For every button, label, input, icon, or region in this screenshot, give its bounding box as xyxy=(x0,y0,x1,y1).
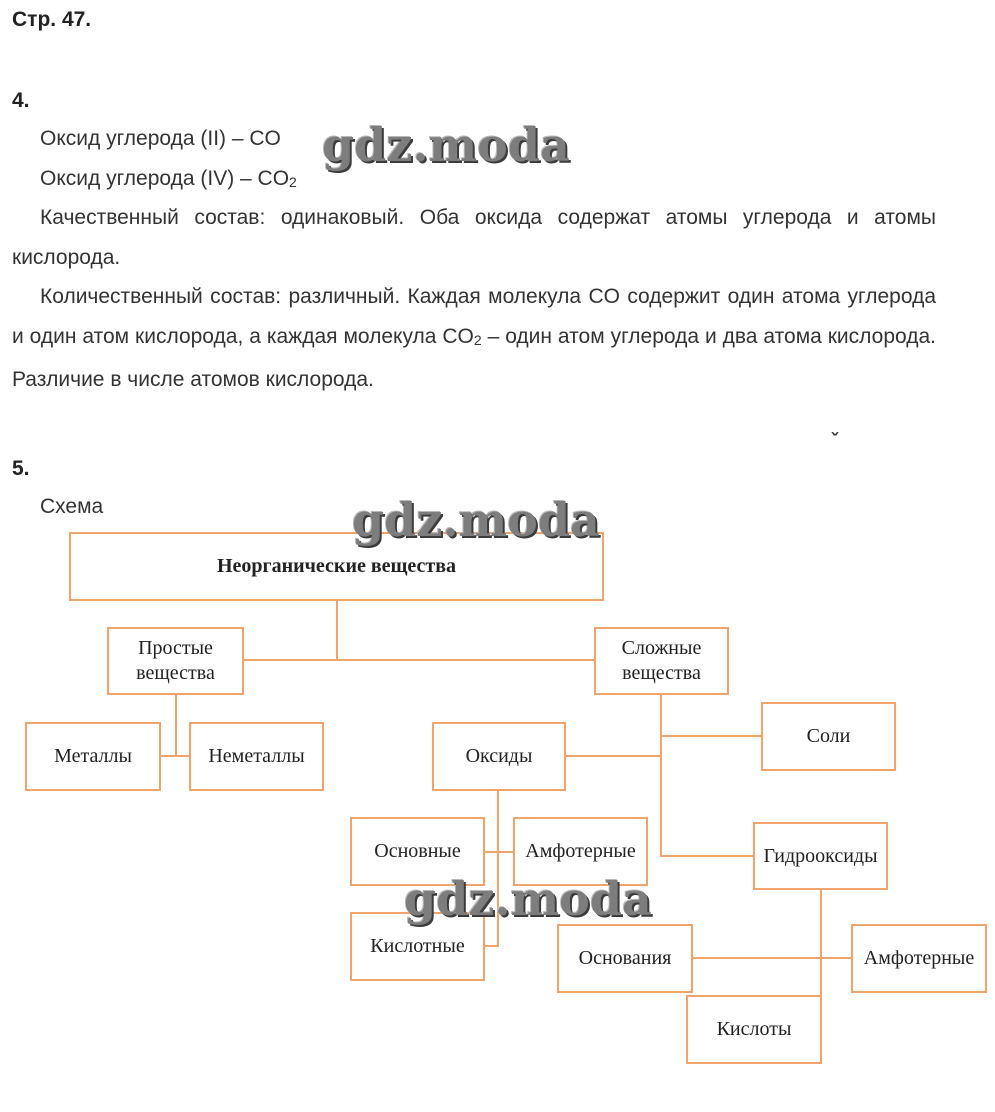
box-bases: Основания xyxy=(557,924,693,993)
task-4-quantitative-subscript: 2 xyxy=(473,332,482,348)
box-amphoteric-oxides: Амфотерные xyxy=(513,817,648,886)
box-basic-oxides: Основные xyxy=(350,817,485,886)
box-simple-substances: Простые вещества xyxy=(107,627,244,695)
wire-main-horizontal xyxy=(243,659,595,661)
wire-to-acidic xyxy=(484,945,499,947)
wire-simple-down xyxy=(175,694,177,757)
box-complex-substances: Сложные вещества xyxy=(594,627,729,695)
box-hydroxides: Гидрооксиды xyxy=(753,822,888,890)
wire-hydroxides-down xyxy=(820,888,822,996)
box-metals: Металлы xyxy=(25,722,161,791)
box-amphoteric-hydroxides: Амфотерные xyxy=(851,924,987,993)
task-4-quantitative-part-b: – один атом углерода и два атома кислорода. Различие в числе атомов кислорода. xyxy=(12,325,936,391)
task-5-label: Схема xyxy=(40,495,104,518)
box-acidic-oxides: Кислотные xyxy=(350,912,485,981)
task-4-line-co2 xyxy=(40,167,297,194)
task-4-quantitative-part-a: Количественный состав: различный. Каждая молекула CO содержит один атома углерода и один атом кислорода, а каждая молекула CO xyxy=(12,285,936,348)
task-4-qualitative-paragraph xyxy=(12,198,936,278)
wire-complex-down xyxy=(660,694,662,857)
wire-bases-amphoteric xyxy=(692,957,853,959)
box-nonmetals: Неметаллы xyxy=(189,722,324,791)
box-salts: Соли xyxy=(761,702,896,771)
wire-to-oxides xyxy=(565,755,661,757)
wire-root-down xyxy=(336,599,338,661)
box-acids: Кислоты xyxy=(686,995,822,1064)
task-4-line-co2-subscript: 2 xyxy=(289,174,297,190)
wire-to-hydroxides xyxy=(660,855,755,857)
watermark-3: gdz.moda xyxy=(404,872,652,926)
wire-basic-amphoteric xyxy=(484,851,514,853)
box-oxides: Оксиды xyxy=(432,722,566,791)
wire-to-salts xyxy=(660,735,762,737)
task-4-line-co2-text: Оксид углерода (IV) – CO xyxy=(40,167,290,190)
task-4-qualitative-text: Качественный состав: одинаковый. Оба оксида содержат атомы углерода и атомы кислорода. xyxy=(12,206,936,269)
watermark-1: gdz.moda xyxy=(322,118,570,172)
task-4-number: 4. xyxy=(12,89,30,112)
page-number: Стр. 47. xyxy=(12,8,92,31)
watermark-2: gdz.moda xyxy=(352,493,600,547)
task-4-quantitative-text xyxy=(12,277,936,400)
stray-mark: ˯ xyxy=(830,412,840,436)
box-inorganic-substances: Неорганические вещества xyxy=(69,532,604,601)
wire-metals-nonmetals xyxy=(160,755,190,757)
task-4-line-co: Оксид углерода (II) – CO xyxy=(40,127,281,150)
task-4-quantitative-paragraph xyxy=(12,277,936,400)
task-5-number: 5. xyxy=(12,457,30,480)
